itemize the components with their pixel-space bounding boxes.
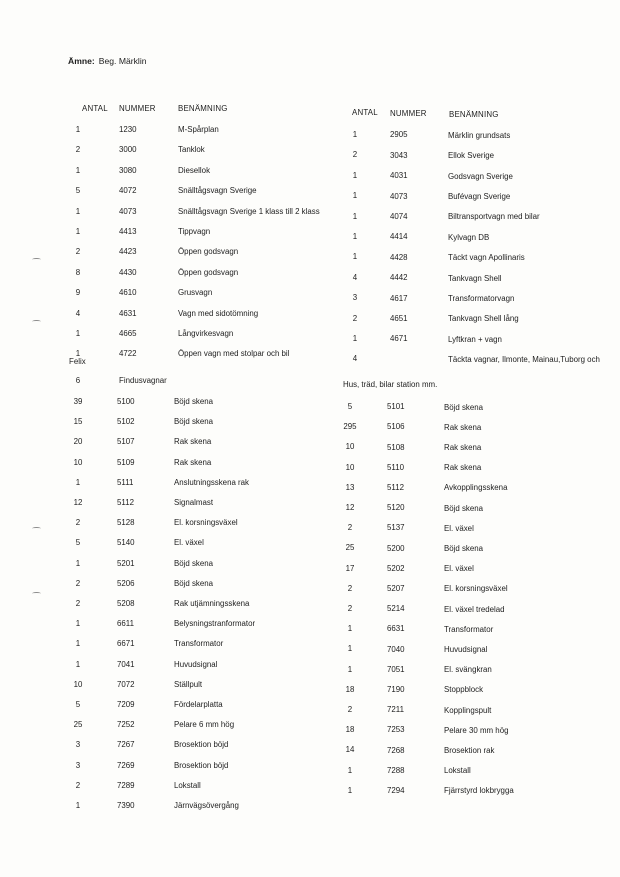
row-antal: 18 — [345, 684, 355, 694]
subject-label: Ämne: — [68, 56, 95, 66]
row-benamning: El. växel — [174, 538, 204, 548]
right-header-antal: ANTAL — [352, 108, 378, 117]
row-nummer: 4074 — [390, 212, 408, 221]
row-antal: 1 — [75, 619, 81, 629]
row-benamning: M-Spårplan — [178, 125, 219, 134]
row-nummer: 4610 — [119, 288, 137, 298]
row-benamning: Rak skena — [174, 437, 212, 447]
row-benamning: Pelare 6 mm hög — [174, 720, 235, 730]
row-antal: 1 — [75, 558, 81, 568]
row-nummer: 5120 — [387, 503, 405, 513]
row-nummer: 5106 — [387, 422, 405, 432]
row-nummer: 5206 — [117, 578, 135, 588]
row-antal: 2 — [75, 518, 81, 528]
row-benamning: Böjd skena — [444, 402, 484, 412]
row-antal: 3 — [75, 740, 81, 750]
row-antal: 2 — [347, 604, 353, 613]
row-nummer: 5101 — [387, 402, 405, 412]
row-antal: 2 — [352, 150, 358, 160]
row-nummer: 6611 — [117, 619, 134, 629]
row-antal: 4 — [352, 272, 358, 282]
row-antal: 1 — [75, 349, 81, 359]
row-antal: 4 — [352, 354, 358, 364]
row-benamning: Långvirkesvagn — [178, 329, 234, 338]
row-antal: 10 — [345, 462, 355, 472]
row-benamning: Rak skena — [444, 442, 482, 452]
row-benamning: Fördelarplatta — [174, 700, 223, 709]
row-nummer: 7294 — [387, 786, 405, 796]
row-benamning: Snälltågsvagn Sverige 1 klass till 2 klass — [178, 206, 320, 216]
row-antal: 12 — [73, 498, 83, 507]
row-antal: 1 — [352, 211, 358, 221]
row-benamning: Kylvagn DB — [448, 232, 490, 242]
row-nummer: 5201 — [117, 558, 135, 568]
right-header-nummer: NUMMER — [390, 109, 427, 118]
row-nummer: 5109 — [117, 457, 135, 467]
row-benamning: Belysningstranformator — [174, 619, 256, 629]
row-nummer: 6671 — [117, 639, 135, 649]
row-benamning: Signalmast — [174, 498, 214, 507]
row-antal: 1 — [75, 329, 81, 338]
row-benamning: Transformator — [444, 624, 494, 634]
row-benamning: Snälltågsvagn Sverige — [178, 186, 257, 196]
row-antal: 5 — [75, 186, 81, 196]
row-nummer: 5110 — [387, 462, 404, 472]
row-benamning: Tankvagn Shell — [448, 273, 502, 283]
row-benamning: Rak skena — [444, 422, 482, 432]
findus-label: Findusvagnar — [119, 376, 167, 385]
row-benamning: Böjd skena — [444, 543, 484, 553]
row-benamning: Brosektion böjd — [174, 760, 229, 770]
row-nummer: 7269 — [117, 760, 135, 770]
row-benamning: Tankvagn Shell lång — [448, 314, 519, 324]
row-benamning: Fjärrstyrd lokbrygga — [444, 786, 514, 796]
row-antal: 1 — [352, 252, 358, 262]
row-nummer: 5108 — [387, 442, 405, 452]
row-nummer: 7041 — [117, 659, 135, 669]
row-benamning: Täckt vagn Apollinaris — [448, 253, 525, 263]
row-nummer: 7267 — [117, 740, 135, 750]
row-nummer: 4423 — [119, 247, 137, 257]
row-benamning: Vagn med sidotömning — [178, 308, 259, 318]
scan-mark — [32, 527, 41, 530]
row-nummer: 5202 — [387, 563, 405, 573]
row-nummer: 5137 — [387, 523, 405, 533]
row-nummer: 7051 — [387, 664, 405, 674]
row-nummer: 7211 — [387, 705, 404, 715]
row-benamning: Öppen vagn med stolpar och bil — [178, 349, 290, 359]
row-benamning: Tanklok — [178, 145, 205, 155]
row-antal: 1 — [347, 765, 353, 775]
row-benamning: Öppen godsvagn — [178, 247, 239, 257]
row-antal: 25 — [73, 720, 83, 730]
row-benamning: Lyftkran + vagn — [448, 334, 502, 344]
row-nummer: 7190 — [387, 685, 405, 695]
row-benamning: Huvudsignal — [174, 659, 218, 669]
row-nummer: 7209 — [117, 700, 135, 709]
row-antal: 1 — [352, 232, 358, 241]
row-antal: 1 — [347, 664, 353, 674]
row-antal: 2 — [75, 780, 81, 790]
row-antal: 39 — [73, 397, 83, 406]
row-benamning: Öppen godsvagn — [178, 267, 239, 277]
row-antal: 13 — [345, 482, 355, 492]
row-benamning: Brosektion rak — [444, 745, 495, 755]
row-antal: 2 — [347, 523, 353, 533]
row-antal: 3 — [352, 293, 358, 303]
row-antal: 5 — [347, 402, 353, 411]
row-nummer: 7253 — [387, 725, 405, 735]
row-antal: 17 — [345, 563, 355, 573]
row-nummer: 5128 — [117, 518, 135, 528]
row-antal: 2 — [75, 145, 81, 155]
row-antal: 12 — [345, 503, 355, 512]
row-nummer: 5112 — [117, 498, 134, 507]
row-benamning: Anslutningsskena rak — [174, 477, 250, 487]
findus-antal: 6 — [75, 376, 81, 385]
row-benamning: Böjd skena — [444, 503, 484, 513]
row-benamning: El. korsningsväxel — [444, 584, 508, 594]
scan-mark — [32, 320, 41, 323]
row-nummer: 4072 — [119, 186, 137, 196]
row-antal: 10 — [73, 679, 83, 689]
row-benamning: Brosektion böjd — [174, 740, 229, 750]
left-header-nummer: NUMMER — [119, 104, 156, 113]
row-antal: 20 — [73, 437, 83, 447]
row-nummer: 7268 — [387, 745, 405, 755]
row-nummer: 7390 — [117, 801, 135, 810]
row-antal: 2 — [75, 247, 81, 257]
row-nummer: 7289 — [117, 780, 135, 790]
row-antal: 2 — [75, 599, 81, 608]
row-antal: 1 — [75, 165, 81, 175]
row-antal: 1 — [75, 206, 81, 216]
row-nummer: 4442 — [390, 273, 408, 283]
row-nummer: 5102 — [117, 417, 135, 427]
row-benamning: Rak skena — [174, 457, 212, 467]
row-benamning: Pelare 30 mm hög — [444, 725, 509, 735]
subject-value: Beg. Märklin — [98, 56, 147, 66]
row-nummer: 4631 — [119, 308, 137, 318]
row-benamning: Tippvagn — [178, 227, 211, 236]
row-benamning: Ellok Sverige — [448, 151, 495, 161]
row-benamning: Bufévagn Sverige — [448, 192, 511, 201]
row-benamning: Transformatorvagn — [448, 294, 515, 303]
row-nummer: 5140 — [117, 538, 135, 548]
row-nummer: 3043 — [390, 150, 408, 160]
row-antal: 1 — [352, 130, 358, 139]
subject-line — [68, 56, 147, 66]
row-nummer: 4617 — [390, 293, 408, 303]
left-header-benamning: BENÄMNING — [178, 104, 228, 113]
row-nummer: 5208 — [117, 599, 135, 608]
row-benamning: El. svängkran — [444, 665, 492, 675]
row-benamning: Böjd skena — [174, 578, 214, 588]
row-antal: 8 — [75, 267, 81, 277]
row-nummer: 5100 — [117, 397, 135, 406]
row-antal: 1 — [75, 477, 81, 487]
row-benamning: Täckta vagnar, Ilmonte, Mainau,Tuborg och — [448, 355, 600, 365]
row-benamning: Biltransportvagn med bilar — [448, 212, 540, 222]
row-nummer: 1230 — [119, 125, 137, 134]
row-antal: 3 — [75, 760, 81, 770]
right-header-benamning: BENÄMNING — [449, 110, 499, 119]
row-antal: 5 — [75, 700, 81, 709]
row-antal: 1 — [75, 125, 81, 134]
row-nummer: 7072 — [117, 679, 135, 689]
row-benamning: Rak skena — [444, 463, 482, 473]
row-nummer: 4430 — [119, 267, 137, 277]
row-benamning: Transformator — [174, 639, 224, 649]
row-nummer: 5107 — [117, 437, 135, 447]
row-benamning: Rak utjämningsskena — [174, 599, 250, 608]
row-benamning: Böjd skena — [174, 417, 214, 427]
row-benamning: Grusvagn — [178, 288, 213, 298]
row-antal: 1 — [75, 227, 81, 236]
row-nummer: 4073 — [390, 191, 408, 201]
row-benamning: Godsvagn Sverige — [448, 171, 513, 181]
row-nummer: 4651 — [390, 314, 408, 323]
felix-note: Felix — [69, 357, 86, 366]
row-benamning: El. växel — [444, 523, 474, 533]
row-antal: 18 — [345, 725, 355, 735]
row-antal: 4 — [75, 308, 81, 318]
hus-note: Hus, träd, bilar station mm. — [343, 380, 438, 389]
row-nummer: 5207 — [387, 584, 405, 594]
row-nummer: 5111 — [117, 477, 134, 487]
row-benamning: Märklin grundsats — [448, 130, 511, 140]
row-benamning: Böjd skena — [174, 558, 214, 568]
row-nummer: 5214 — [387, 604, 405, 614]
row-antal: 9 — [75, 288, 81, 298]
row-nummer: 4031 — [390, 171, 408, 181]
row-antal: 1 — [347, 785, 353, 795]
row-benamning: Järnvägsövergång — [174, 801, 239, 810]
row-benamning: Böjd skena — [174, 397, 214, 406]
row-benamning: Huvudsignal — [444, 644, 488, 654]
left-header-antal: ANTAL — [82, 104, 108, 113]
row-nummer: 6631 — [387, 624, 405, 634]
row-antal: 2 — [352, 313, 358, 323]
row-antal: 2 — [75, 578, 81, 588]
row-benamning: Lokstall — [444, 766, 471, 776]
row-antal: 15 — [73, 417, 83, 427]
row-benamning: Kopplingspult — [444, 705, 492, 715]
row-nummer: 3000 — [119, 145, 137, 155]
row-antal: 25 — [345, 543, 355, 553]
row-nummer: 4665 — [119, 329, 137, 338]
row-antal: 5 — [75, 538, 81, 548]
row-nummer: 4413 — [119, 227, 137, 236]
row-nummer: 4722 — [119, 349, 137, 359]
row-benamning: Avkopplingsskena — [444, 483, 508, 493]
row-antal: 1 — [352, 170, 358, 180]
scan-mark — [32, 592, 41, 595]
row-benamning: El. korsningsväxel — [174, 518, 238, 528]
row-antal: 2 — [347, 583, 353, 593]
row-antal: 1 — [75, 801, 81, 810]
row-nummer: 3080 — [119, 165, 137, 175]
row-antal: 2 — [347, 705, 353, 714]
row-nummer: 4414 — [390, 232, 408, 242]
row-nummer: 7040 — [387, 644, 405, 654]
row-antal: 1 — [352, 334, 358, 343]
row-antal: 1 — [347, 624, 353, 634]
row-nummer: 4073 — [119, 206, 137, 216]
row-antal: 10 — [73, 457, 83, 467]
row-antal: 295 — [343, 422, 357, 432]
row-nummer: 7252 — [117, 720, 135, 730]
row-benamning: Diesellok — [178, 165, 211, 175]
row-benamning: El. växel — [444, 564, 474, 574]
row-nummer: 5112 — [387, 483, 404, 493]
row-nummer: 5200 — [387, 543, 405, 553]
row-benamning: El. växel tredelad — [444, 604, 505, 614]
row-benamning: Lokstall — [174, 780, 201, 790]
row-antal: 1 — [352, 191, 358, 201]
row-antal: 10 — [345, 442, 355, 452]
row-antal: 1 — [75, 639, 81, 649]
row-antal: 1 — [347, 644, 353, 654]
row-nummer: 2905 — [390, 130, 408, 140]
row-nummer: 7288 — [387, 765, 405, 775]
row-benamning: Stoppblock — [444, 685, 484, 695]
row-benamning: Ställpult — [174, 679, 203, 689]
row-nummer: 4671 — [390, 334, 408, 344]
scan-mark — [32, 258, 41, 261]
row-antal: 14 — [345, 745, 355, 755]
row-nummer: 4428 — [390, 252, 408, 262]
row-antal: 1 — [75, 659, 81, 669]
